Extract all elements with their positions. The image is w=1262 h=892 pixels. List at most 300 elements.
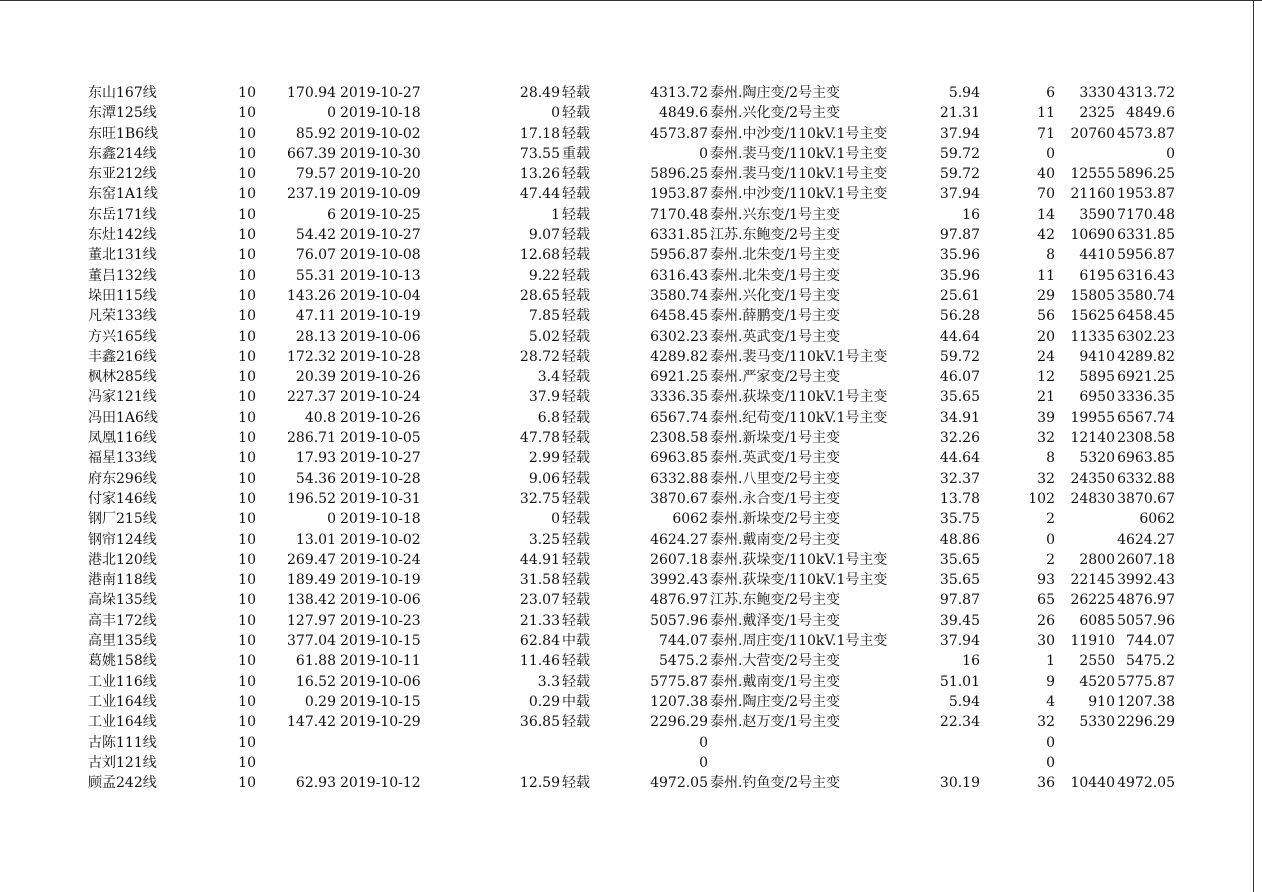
value-c-cell: 2800 — [1079, 551, 1115, 568]
capacity-cell: 2296.29 — [650, 714, 708, 731]
value-d-cell: 1953.87 — [1117, 186, 1175, 203]
substation-cell: 泰州.北朱变/1号主变 — [710, 267, 841, 284]
load-rate-cell: 47.78 — [519, 430, 560, 447]
value-c-cell: 11335 — [1070, 328, 1115, 345]
value-a-cell: 286.71 — [287, 430, 336, 447]
substation-cell: 泰州.戴泽变/1号主变 — [710, 612, 841, 629]
substation-cell: 泰州.裴马变/110kV.1号主变 — [710, 145, 888, 162]
date-cell: 2019-10-24 — [340, 551, 421, 568]
count-cell: 2 — [1046, 511, 1055, 528]
load-rate-cell: 44.91 — [519, 551, 560, 568]
load-status-cell: 轻载 — [562, 551, 590, 568]
load-rate-cell: 5.02 — [528, 328, 560, 345]
value-d-cell: 2296.29 — [1117, 714, 1175, 731]
table-row — [88, 184, 1175, 204]
count-cell: 32 — [1037, 470, 1055, 487]
value-d-cell: 6567.74 — [1117, 409, 1175, 426]
value-d-cell: 5475.2 — [1126, 653, 1175, 670]
value-a-cell: 16.52 — [295, 673, 336, 690]
date-cell: 2019-10-28 — [340, 348, 421, 365]
value-d-cell: 6302.23 — [1117, 328, 1175, 345]
load-status-cell: 轻载 — [562, 287, 590, 304]
date-cell: 2019-10-26 — [340, 369, 421, 386]
capacity-cell: 6458.45 — [650, 308, 708, 325]
voltage-cell: 10 — [238, 775, 256, 792]
value-c-cell: 6085 — [1079, 612, 1115, 629]
load-status-cell: 轻载 — [562, 328, 590, 345]
table-row — [88, 530, 1175, 550]
value-d-cell: 6331.85 — [1117, 227, 1175, 244]
voltage-cell: 10 — [238, 714, 256, 731]
substation-cell: 泰州.裴马变/110kV.1号主变 — [710, 166, 888, 183]
date-cell: 2019-10-02 — [340, 125, 421, 142]
table-row — [88, 245, 1175, 265]
value-b-cell: 35.96 — [939, 267, 980, 284]
line-name-cell: 工业164线 — [88, 714, 157, 731]
count-cell: 12 — [1037, 369, 1055, 386]
value-d-cell — [1115, 753, 1175, 773]
table-row — [88, 306, 1175, 326]
voltage-cell: 10 — [238, 592, 256, 609]
value-d-cell: 2607.18 — [1117, 551, 1175, 568]
value-b-cell: 13.78 — [939, 490, 980, 507]
capacity-cell: 5775.87 — [650, 673, 708, 690]
page-top-border — [0, 0, 1262, 1]
value-a-cell: 13.01 — [295, 531, 336, 548]
date-cell: 2019-10-31 — [340, 490, 421, 507]
count-cell: 24 — [1037, 348, 1055, 365]
value-c-cell: 2550 — [1079, 653, 1115, 670]
substation-cell: 泰州.英武变/1号主变 — [710, 450, 841, 467]
load-rate-cell: 17.18 — [519, 125, 560, 142]
date-cell: 2019-10-18 — [340, 511, 421, 528]
capacity-cell: 6302.23 — [650, 328, 708, 345]
line-name-cell: 冯家121线 — [88, 389, 157, 406]
voltage-cell: 10 — [238, 612, 256, 629]
date-cell — [336, 753, 440, 773]
count-cell: 21 — [1037, 389, 1055, 406]
value-d-cell: 2308.58 — [1117, 430, 1175, 447]
substation-cell: 泰州.新垛变/2号主变 — [710, 511, 841, 528]
substation-cell: 泰州.周庄变/110kV.1号主变 — [710, 633, 888, 650]
value-c-cell — [1055, 530, 1115, 550]
table-row — [88, 286, 1175, 306]
value-c-cell: 5330 — [1079, 714, 1115, 731]
load-status-cell: 轻载 — [562, 430, 590, 447]
load-status-cell: 轻载 — [562, 511, 590, 528]
date-cell: 2019-10-15 — [340, 633, 421, 650]
value-b-cell: 44.64 — [939, 328, 980, 345]
capacity-cell: 4876.97 — [650, 592, 708, 609]
value-b-cell: 22.34 — [939, 714, 980, 731]
date-cell: 2019-10-08 — [340, 247, 421, 264]
value-b-cell: 35.65 — [939, 551, 980, 568]
line-name-cell: 董吕132线 — [88, 267, 157, 284]
line-name-cell: 东岳171线 — [88, 206, 157, 223]
substation-cell: 泰州.戴南变/2号主变 — [710, 531, 841, 548]
voltage-cell: 10 — [238, 85, 256, 101]
value-c-cell: 12140 — [1070, 430, 1115, 447]
voltage-cell: 10 — [238, 145, 256, 162]
count-cell: 9 — [1046, 673, 1055, 690]
substation-cell: 泰州.裴马变/110kV.1号主变 — [710, 348, 888, 365]
capacity-cell: 7170.48 — [650, 206, 708, 223]
load-rate-cell: 3.4 — [537, 369, 560, 386]
line-name-cell: 凡荣133线 — [88, 308, 157, 325]
load-rate-cell: 37.9 — [528, 389, 560, 406]
value-c-cell: 3590 — [1079, 206, 1115, 223]
value-c-cell: 12555 — [1070, 166, 1115, 183]
substation-cell: 泰州.北朱变/1号主变 — [710, 247, 841, 264]
load-rate-cell: 73.55 — [519, 145, 560, 162]
value-d-cell: 4289.82 — [1117, 348, 1175, 365]
date-cell: 2019-10-27 — [340, 450, 421, 467]
load-status-cell: 轻载 — [562, 389, 590, 406]
table-row — [88, 367, 1175, 387]
date-cell: 2019-10-18 — [340, 105, 421, 122]
value-b-cell: 46.07 — [939, 369, 980, 386]
load-rate-cell: 0.29 — [528, 693, 560, 710]
value-c-cell: 6195 — [1079, 267, 1115, 284]
value-c-cell — [1055, 144, 1115, 164]
count-cell: 32 — [1037, 714, 1055, 731]
capacity-cell: 4313.72 — [650, 85, 708, 101]
line-name-cell: 钢帘124线 — [88, 531, 157, 548]
line-name-cell: 凤凰116线 — [88, 430, 157, 447]
value-a-cell: 170.94 — [287, 85, 336, 101]
substation-cell: 江苏.东鲍变/2号主变 — [710, 592, 841, 609]
value-a-cell: 76.07 — [295, 247, 336, 264]
value-a-cell: 17.93 — [295, 450, 336, 467]
value-b-cell: 35.96 — [939, 247, 980, 264]
feeder-load-table — [88, 83, 1175, 793]
date-cell: 2019-10-20 — [340, 166, 421, 183]
value-d-cell: 4313.72 — [1117, 85, 1175, 101]
count-cell: 42 — [1037, 227, 1055, 244]
substation-cell: 泰州.荻垛变/110kV.1号主变 — [710, 572, 888, 589]
value-b-cell — [910, 753, 980, 773]
value-a-cell: 79.57 — [295, 166, 336, 183]
voltage-cell: 10 — [238, 369, 256, 386]
load-rate-cell: 0 — [551, 511, 560, 528]
voltage-cell: 10 — [238, 673, 256, 690]
voltage-cell: 10 — [238, 227, 256, 244]
substation-cell: 泰州.兴东变/1号主变 — [710, 206, 841, 223]
table-row — [88, 672, 1175, 692]
date-cell: 2019-10-11 — [340, 653, 421, 670]
table-row — [88, 733, 1175, 753]
value-a-cell: 28.13 — [295, 328, 336, 345]
line-name-cell: 丰鑫216线 — [88, 348, 157, 365]
voltage-cell: 10 — [238, 551, 256, 568]
count-cell: 39 — [1037, 409, 1055, 426]
load-status-cell: 轻载 — [562, 227, 590, 244]
load-status-cell: 轻载 — [562, 369, 590, 386]
value-c-cell: 5895 — [1079, 369, 1115, 386]
value-a-cell: 377.04 — [287, 633, 336, 650]
load-rate-cell: 12.59 — [519, 775, 560, 792]
voltage-cell: 10 — [238, 267, 256, 284]
date-cell: 2019-10-30 — [340, 145, 421, 162]
value-c-cell: 6950 — [1079, 389, 1115, 406]
value-b-cell: 51.01 — [939, 673, 980, 690]
line-name-cell: 工业164线 — [88, 693, 157, 710]
line-name-cell: 付家146线 — [88, 490, 157, 507]
value-d-cell: 6062 — [1139, 511, 1175, 528]
count-cell: 71 — [1037, 125, 1055, 142]
table-row — [88, 692, 1175, 712]
line-name-cell: 高丰172线 — [88, 612, 157, 629]
load-status-cell: 轻载 — [562, 409, 590, 426]
value-a-cell: 55.31 — [295, 267, 336, 284]
voltage-cell: 10 — [238, 247, 256, 264]
load-rate-cell: 28.65 — [519, 287, 560, 304]
value-d-cell: 4849.6 — [1126, 105, 1175, 122]
voltage-cell: 10 — [238, 754, 256, 771]
load-rate-cell: 28.72 — [519, 348, 560, 365]
load-rate-cell: 9.22 — [528, 267, 560, 284]
value-a-cell: 85.92 — [295, 125, 336, 142]
load-rate-cell: 32.75 — [519, 490, 560, 507]
count-cell: 4 — [1046, 693, 1055, 710]
capacity-cell: 0 — [699, 145, 708, 162]
table-row — [88, 753, 1175, 773]
voltage-cell: 10 — [238, 430, 256, 447]
load-status-cell: 中载 — [562, 693, 590, 710]
value-c-cell: 24830 — [1070, 490, 1115, 507]
line-name-cell: 东山167线 — [88, 85, 157, 101]
value-d-cell: 3870.67 — [1117, 490, 1175, 507]
capacity-cell: 4624.27 — [650, 531, 708, 548]
load-status-cell: 轻载 — [562, 85, 590, 101]
load-rate-cell — [440, 733, 560, 753]
table-row — [88, 266, 1175, 286]
load-rate-cell: 3.25 — [528, 531, 560, 548]
capacity-cell: 3870.67 — [650, 490, 708, 507]
voltage-cell: 10 — [238, 389, 256, 406]
capacity-cell: 1953.87 — [650, 186, 708, 203]
voltage-cell: 10 — [238, 328, 256, 345]
load-status-cell: 轻载 — [562, 470, 590, 487]
value-c-cell: 9410 — [1079, 348, 1115, 365]
line-name-cell: 府东296线 — [88, 470, 157, 487]
value-d-cell — [1115, 733, 1175, 753]
value-b-cell: 59.72 — [939, 166, 980, 183]
load-status-cell: 轻载 — [562, 267, 590, 284]
table-row — [88, 205, 1175, 225]
value-d-cell: 7170.48 — [1117, 206, 1175, 223]
capacity-cell: 6332.88 — [650, 470, 708, 487]
voltage-cell: 10 — [238, 409, 256, 426]
load-rate-cell — [440, 753, 560, 773]
load-rate-cell: 0 — [551, 105, 560, 122]
value-c-cell: 19955 — [1070, 409, 1115, 426]
count-cell: 40 — [1037, 166, 1055, 183]
count-cell: 0 — [1046, 754, 1055, 771]
substation-cell: 江苏.东鲍变/2号主变 — [710, 227, 841, 244]
voltage-cell: 10 — [238, 287, 256, 304]
substation-cell: 泰州.纪苟变/110kV.1号主变 — [710, 409, 888, 426]
load-rate-cell: 1 — [551, 206, 560, 223]
value-c-cell: 20760 — [1070, 125, 1115, 142]
value-a-cell: 189.49 — [287, 572, 336, 589]
value-a-cell: 6 — [327, 206, 336, 223]
count-cell: 14 — [1037, 206, 1055, 223]
voltage-cell: 10 — [238, 531, 256, 548]
line-name-cell: 高里135线 — [88, 633, 157, 650]
date-cell: 2019-10-06 — [340, 673, 421, 690]
load-status-cell — [560, 753, 598, 773]
table-row — [88, 225, 1175, 245]
load-rate-cell: 47.44 — [519, 186, 560, 203]
value-d-cell: 3992.43 — [1117, 572, 1175, 589]
table-row — [88, 509, 1175, 529]
load-status-cell: 中载 — [562, 633, 590, 650]
value-a-cell — [256, 733, 336, 753]
voltage-cell: 10 — [238, 490, 256, 507]
count-cell: 8 — [1046, 450, 1055, 467]
voltage-cell: 10 — [238, 572, 256, 589]
value-c-cell — [1055, 753, 1115, 773]
date-cell: 2019-10-24 — [340, 389, 421, 406]
line-name-cell: 工业116线 — [88, 673, 157, 690]
value-a-cell: 667.39 — [287, 145, 336, 162]
value-c-cell: 5320 — [1079, 450, 1115, 467]
load-status-cell: 轻载 — [562, 308, 590, 325]
line-name-cell: 东灶142线 — [88, 227, 157, 244]
capacity-cell: 3336.35 — [650, 389, 708, 406]
count-cell: 26 — [1037, 612, 1055, 629]
substation-cell: 泰州.戴南变/1号主变 — [710, 673, 841, 690]
count-cell: 93 — [1037, 572, 1055, 589]
count-cell: 11 — [1037, 267, 1055, 284]
value-c-cell: 15625 — [1070, 308, 1115, 325]
date-cell: 2019-10-02 — [340, 531, 421, 548]
load-rate-cell: 62.84 — [519, 633, 560, 650]
substation-cell: 泰州.新垛变/1号主变 — [710, 430, 841, 447]
value-d-cell: 744.07 — [1126, 633, 1175, 650]
capacity-cell: 4972.05 — [650, 775, 708, 792]
value-b-cell: 5.94 — [948, 693, 980, 710]
value-d-cell: 6332.88 — [1117, 470, 1175, 487]
value-c-cell: 22145 — [1070, 572, 1115, 589]
date-cell: 2019-10-25 — [340, 206, 421, 223]
capacity-cell: 0 — [699, 754, 708, 771]
capacity-cell: 3580.74 — [650, 287, 708, 304]
value-c-cell: 24350 — [1070, 470, 1115, 487]
value-d-cell: 3336.35 — [1117, 389, 1175, 406]
count-cell: 11 — [1037, 105, 1055, 122]
load-status-cell — [560, 733, 598, 753]
count-cell: 2 — [1046, 551, 1055, 568]
load-status-cell: 轻载 — [562, 166, 590, 183]
voltage-cell: 10 — [238, 308, 256, 325]
table-row — [88, 611, 1175, 631]
value-a-cell: 61.88 — [295, 653, 336, 670]
value-d-cell: 6963.85 — [1117, 450, 1175, 467]
page-right-border — [1253, 0, 1254, 892]
table-row — [88, 590, 1175, 610]
table-row — [88, 712, 1175, 732]
capacity-cell: 5956.87 — [650, 247, 708, 264]
line-name-cell: 福星133线 — [88, 450, 157, 467]
voltage-cell: 10 — [238, 470, 256, 487]
table-row — [88, 387, 1175, 407]
table-row — [88, 83, 1175, 103]
value-b-cell: 35.65 — [939, 572, 980, 589]
line-name-cell: 港北120线 — [88, 551, 157, 568]
value-b-cell: 34.91 — [939, 409, 980, 426]
value-b-cell: 35.65 — [939, 389, 980, 406]
load-status-cell: 轻载 — [562, 348, 590, 365]
load-status-cell: 轻载 — [562, 673, 590, 690]
value-b-cell: 37.94 — [939, 633, 980, 650]
voltage-cell: 10 — [238, 693, 256, 710]
capacity-cell: 6331.85 — [650, 227, 708, 244]
table-row — [88, 773, 1175, 793]
line-name-cell: 古刘121线 — [88, 754, 157, 771]
voltage-cell: 10 — [238, 186, 256, 203]
table-row — [88, 550, 1175, 570]
value-d-cell: 5896.25 — [1117, 166, 1175, 183]
load-status-cell: 轻载 — [562, 653, 590, 670]
date-cell: 2019-10-06 — [340, 592, 421, 609]
load-rate-cell: 23.07 — [519, 592, 560, 609]
capacity-cell: 6316.43 — [650, 267, 708, 284]
count-cell: 32 — [1037, 430, 1055, 447]
table-row — [88, 408, 1175, 428]
capacity-cell: 5475.2 — [659, 653, 708, 670]
date-cell: 2019-10-26 — [340, 409, 421, 426]
line-name-cell: 方兴165线 — [88, 328, 157, 345]
table-row — [88, 164, 1175, 184]
table-row — [88, 124, 1175, 144]
value-a-cell: 0 — [327, 105, 336, 122]
load-rate-cell: 7.85 — [528, 308, 560, 325]
value-a-cell: 0 — [327, 511, 336, 528]
value-c-cell: 4520 — [1079, 673, 1115, 690]
value-d-cell: 4876.97 — [1117, 592, 1175, 609]
capacity-cell: 2607.18 — [650, 551, 708, 568]
load-status-cell: 轻载 — [562, 714, 590, 731]
count-cell: 30 — [1037, 633, 1055, 650]
line-name-cell: 垛田115线 — [88, 287, 157, 304]
value-d-cell: 0 — [1166, 145, 1175, 162]
line-name-cell: 顾孟242线 — [88, 775, 157, 792]
capacity-cell: 6062 — [672, 511, 708, 528]
date-cell: 2019-10-23 — [340, 612, 421, 629]
substation-cell: 泰州.荻垛变/110kV.1号主变 — [710, 551, 888, 568]
date-cell: 2019-10-09 — [340, 186, 421, 203]
date-cell: 2019-10-04 — [340, 287, 421, 304]
voltage-cell: 10 — [238, 511, 256, 528]
value-b-cell: 48.86 — [939, 531, 980, 548]
value-a-cell: 40.8 — [304, 409, 336, 426]
voltage-cell: 10 — [238, 105, 256, 122]
line-name-cell: 东窑1A1线 — [88, 186, 158, 203]
value-c-cell: 4410 — [1079, 247, 1115, 264]
line-name-cell: 东鑫214线 — [88, 145, 157, 162]
date-cell: 2019-10-28 — [340, 470, 421, 487]
table-row — [88, 144, 1175, 164]
line-name-cell: 冯田1A6线 — [88, 409, 158, 426]
date-cell: 2019-10-27 — [340, 85, 421, 101]
value-a-cell: 172.32 — [287, 348, 336, 365]
value-d-cell: 5956.87 — [1117, 247, 1175, 264]
value-b-cell: 97.87 — [939, 592, 980, 609]
line-name-cell: 钢厂215线 — [88, 511, 157, 528]
count-cell: 8 — [1046, 247, 1055, 264]
